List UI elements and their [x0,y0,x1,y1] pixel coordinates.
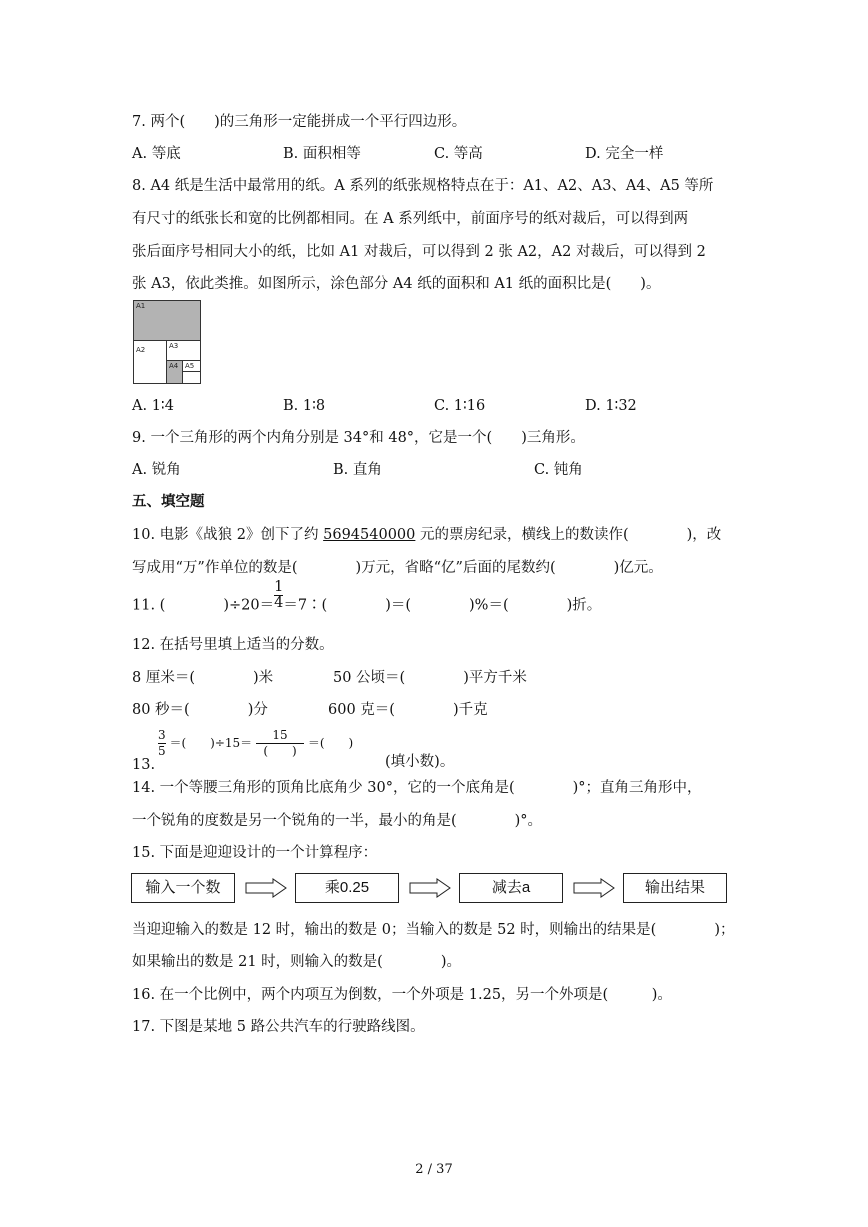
q8-line-2: 有尺寸的纸张长和宽的比例都相同。在 A 系列纸中，前面序号的纸对裁后，可以得到两 [132,211,689,227]
a4-region [167,361,183,383]
q11-fraction-denominator: 4 [274,595,284,611]
flow-box-output: 输出结果 [623,873,727,903]
q13-fraction-2-denominator: ( ) [256,743,304,759]
q14-line-2: 一个锐角的度数是另一个锐角的一半，最小的角是( )°。 [132,813,543,829]
a-paper-diagram [133,300,201,384]
section-title: 五、填空题 [132,494,205,510]
a1-region [134,301,200,341]
flow-box-subtract: 减去a [459,873,563,903]
q9-option-c: C. 钝角 [534,462,583,478]
q12-item-3: 80 秒＝( )分 [132,702,268,718]
q10-underlined-number: 5694540000 [323,527,416,543]
q12-item-4: 600 克＝( )千克 [328,702,488,718]
q11-text-a: 11. ( )÷20＝ [132,597,275,614]
q10-line-1 [132,525,721,545]
flow-arrow-2-icon [409,878,451,898]
a2-label: A2 [136,346,146,354]
q10-text-a: 10. 电影《战狼 2》创下了约 [132,527,324,543]
q9-stem: 9. 一个三角形的两个内角分别是 34°和 48°，它是一个( )三角形。 [132,430,585,446]
q8-line-3: 张后面序号相同大小的纸，比如 A1 对裁后，可以得到 2 张 A2，A2 对裁后，可以得到 2 [132,244,706,260]
q9-option-b: B. 直角 [333,462,382,478]
a1-label: A1 [136,302,146,310]
q12-item-1: 8 厘米＝( )米 [132,670,274,686]
flow-arrow-1-icon [245,878,287,898]
q7-option-c: C. 等高 [434,146,483,162]
a2-region [134,341,167,383]
page-number: 2 / 37 [415,1162,453,1177]
q16-stem: 16. 在一个比例中，两个内项互为倒数，一个外项是 1.25，另一个外项是( )。 [132,987,672,1003]
q15-stem: 15. 下面是迎迎设计的一个计算程序： [132,845,378,861]
q13-fraction-2-numerator: 15 [272,728,288,742]
q11-fraction [274,580,283,611]
q7-option-b: B. 面积相等 [283,146,361,162]
q13-fraction-2 [256,728,304,759]
q13-middle: ＝( )÷15＝ [169,736,253,750]
a5-region [183,361,200,372]
q8-option-a: A. 1∶4 [132,398,174,414]
a4-label: A4 [169,362,179,370]
q13-fraction-1-denominator: 5 [158,744,166,758]
q13-expression [158,728,353,759]
q13-end: ＝( ) [307,736,354,750]
a3-label: A3 [169,342,179,350]
q8-line-1: 8. A4 纸是生活中最常用的纸。A 系列的纸张规格特点在于：A1、A2、A3、A4、A5 等所 [132,178,714,194]
q11-line [132,579,602,621]
flow-box-input: 输入一个数 [131,873,235,903]
q10-line-2: 写成用“万”作单位的数是( )万元，省略“亿”后面的尾数约( )亿元。 [132,560,663,576]
q8-option-c: C. 1∶16 [434,398,486,414]
q8-line-4: 张 A3，依此类推。如图所示，涂色部分 A4 纸的面积和 A1 纸的面积比是( )。 [132,276,661,292]
q7-option-a: A. 等底 [132,146,181,162]
q15-line-1: 当迎迎输入的数是 12 时，输出的数是 0；当输入的数是 52 时，则输出的结果是( )； [132,922,735,938]
q13-fraction-1 [158,728,166,759]
q8-option-d: D. 1∶32 [585,398,637,414]
q13-fraction-1-numerator: 3 [158,728,166,742]
q10-text-b: 元的票房纪录，横线上的数读作( )，改 [415,527,722,543]
q14-line-1: 14. 一个等腰三角形的顶角比底角少 30°，它的一个底角是( )°；直角三角形中， [132,780,702,796]
a5-label: A5 [185,362,195,370]
q15-line-2: 如果输出的数是 21 时，则输入的数是( )。 [132,954,461,970]
q7-stem: 7. 两个( )的三角形一定能拼成一个平行四边形。 [132,114,467,130]
q8-option-b: B. 1∶8 [283,398,326,414]
flow-box-multiply: 乘0.25 [295,873,399,903]
q9-option-a: A. 锐角 [132,462,181,478]
flow-arrow-3-icon [573,878,615,898]
q13-number: 13. [132,757,156,773]
q11-fraction-numerator: 1 [274,579,284,595]
q11-text-b: ＝7∶( )＝( )%＝( )折。 [283,597,602,614]
a3-region [167,341,200,361]
q17-stem: 17. 下图是某地 5 路公共汽车的行驶路线图。 [132,1019,425,1035]
q12-item-2: 50 公顷＝( )平方千米 [333,670,527,686]
q12-stem: 12. 在括号里填上适当的分数。 [132,637,334,653]
q13-tail: (填小数)。 [385,754,455,770]
q7-option-d: D. 完全一样 [585,146,664,162]
